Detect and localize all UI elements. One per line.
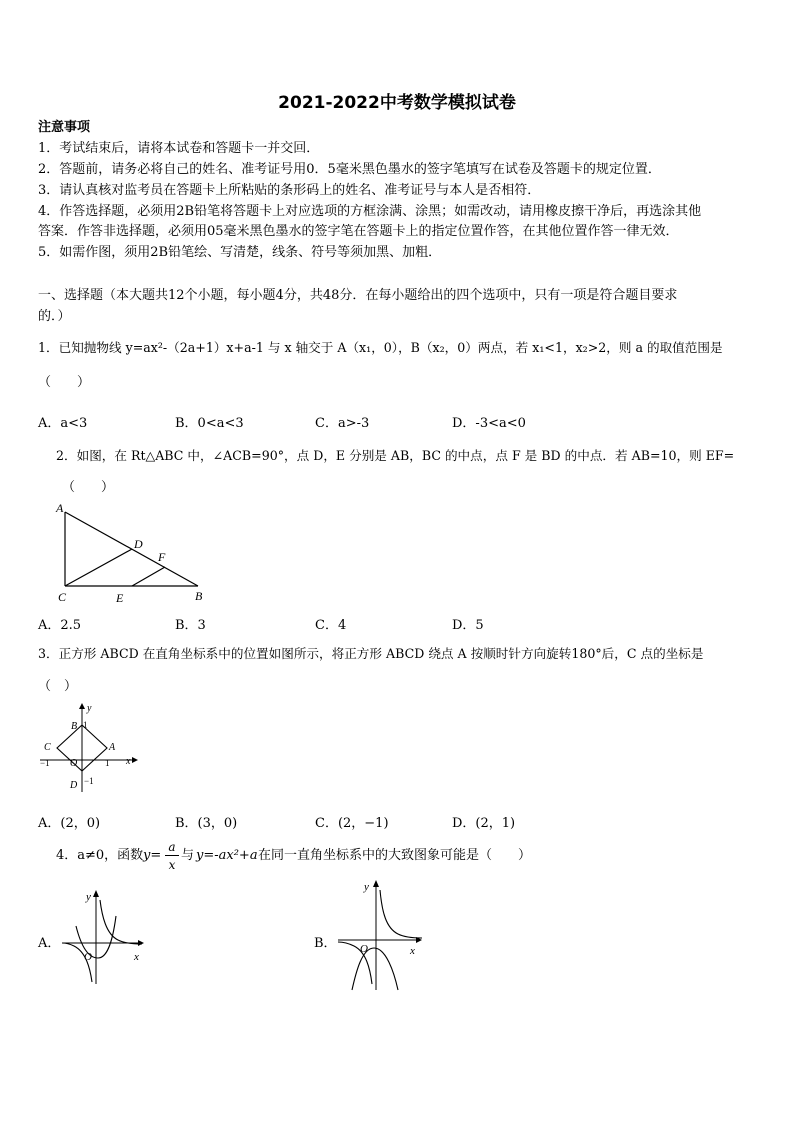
tick-1-top: 1: [83, 720, 88, 730]
notice-item: 4．作答选择题，必须用2B铅笔将答题卡上对应选项的方框涂满、涂黑；如需改动，请用橡皮擦干净后，再选涂其他: [38, 204, 702, 219]
section-heading-line2: 的．）: [38, 309, 71, 324]
origin-label: O: [84, 951, 92, 963]
question-4-prefix: 4．a≠0，函数: [56, 848, 144, 863]
q4-option-a-graph: [58, 886, 150, 990]
fraction-denominator: x: [168, 858, 176, 872]
origin-label: O: [360, 943, 368, 955]
origin-label: O: [70, 758, 78, 769]
x-axis-label: x: [410, 945, 415, 957]
tick-neg1-left: −1: [40, 758, 50, 768]
notice-heading: 注意事项: [38, 120, 91, 135]
question-2-paren: （ ）: [62, 480, 115, 495]
question-2-text: 2．如图，在 Rt△ABC 中，∠ACB=90°，点 D，E 分别是 AB，BC 的中点，点 F 是 BD 的中点．若 AB=10，则 EF=: [56, 448, 735, 463]
question-4-func1-lhs: y=: [143, 848, 162, 863]
q1-option-a: A．a<3: [38, 416, 88, 431]
label-d: D: [70, 780, 78, 791]
notice-item: 2．答题前，请务必将自己的姓名、准考证号用0．5毫米黑色墨水的签字笔填写在试卷及答题卡的规定位置．: [38, 162, 661, 177]
label-f: F: [158, 550, 166, 564]
x-axis-label: x: [126, 756, 131, 767]
q2-option-d: D．5: [452, 618, 484, 633]
square-coordinate-figure: [36, 700, 140, 796]
y-axis-label: y: [364, 881, 369, 893]
q4-option-a-label: A．: [38, 936, 61, 951]
q3-option-b: B．(3，0): [175, 816, 238, 831]
q3-option-c: C．(2，−1): [315, 816, 389, 831]
label-c: C: [44, 742, 51, 753]
x-axis-label: x: [134, 951, 139, 963]
notice-item: 答案．作答非选择题，必须用05毫米黑色墨水的签字笔在答题卡上的指定位置作答，在其他位置作答一律无效．: [38, 224, 679, 239]
fraction-bar: [165, 855, 179, 856]
q1-option-c: C．a>-3: [315, 416, 370, 431]
label-c: C: [58, 590, 67, 604]
label-e: E: [116, 591, 124, 605]
question-3-text: 3．正方形 ABCD 在直角坐标系中的位置如图所示，将正方形 ABCD 绕点 A 按顺时针方向旋转180°后，C 点的坐标是: [38, 646, 704, 661]
q4-option-b-graph: [334, 876, 428, 994]
label-a: A: [56, 501, 64, 515]
q1-option-d: D．-3<a<0: [452, 416, 526, 431]
label-b: B: [195, 589, 203, 603]
q2-option-a: A．2.5: [38, 618, 82, 633]
notice-item: 5．如需作图，须用2B铅笔绘、写清楚，线条、符号等须加黑、加粗．: [38, 245, 442, 260]
label-b: B: [71, 721, 78, 732]
label-d: D: [134, 537, 143, 551]
section-heading-line1: 一、选择题（本大题共12个小题，每小题4分，共48分．在每小题给出的四个选项中，只有一项是符合题目要求: [38, 288, 678, 303]
page-title: 2021-2022中考数学模拟试卷: [278, 93, 516, 113]
q2-option-c: C．4: [315, 618, 347, 633]
y-axis-label: y: [86, 891, 91, 903]
label-a: A: [109, 742, 116, 753]
notice-item: 3．请认真核对监考员在答题卡上所粘贴的条形码上的姓名、准考证号与本人是否相符．: [38, 183, 541, 198]
q3-option-a: A．(2，0): [38, 816, 101, 831]
notice-item: 1．考试结束后，请将本试卷和答题卡一并交回．: [38, 141, 320, 156]
question-1-paren: （ ）: [38, 375, 91, 390]
triangle-figure: [50, 500, 220, 608]
question-3-paren: （ ）: [38, 679, 78, 694]
q3-option-d: D．(2，1): [452, 816, 516, 831]
q4-option-b-label: B．: [314, 936, 337, 951]
tick-1-right: 1: [105, 758, 110, 768]
question-4-func2: y=-ax²+a: [196, 848, 258, 863]
question-1-text: 1．已知抛物线 y=ax²-（2a+1）x+a-1 与 x 轴交于 A（x₁，0），B（x₂，0）两点，若 x₁<1，x₂>2，则 a 的取值范围是: [38, 340, 723, 355]
question-4-middle: 与: [181, 848, 195, 863]
question-4-suffix: 在同一直角坐标系中的大致图象可能是（ ）: [258, 848, 532, 863]
q2-option-b: B．3: [175, 618, 206, 633]
y-axis-label: y: [87, 703, 92, 714]
tick-neg1-bottom: −1: [84, 776, 94, 786]
q1-option-b: B．0<a<3: [175, 416, 244, 431]
fraction-numerator: a: [168, 840, 176, 854]
